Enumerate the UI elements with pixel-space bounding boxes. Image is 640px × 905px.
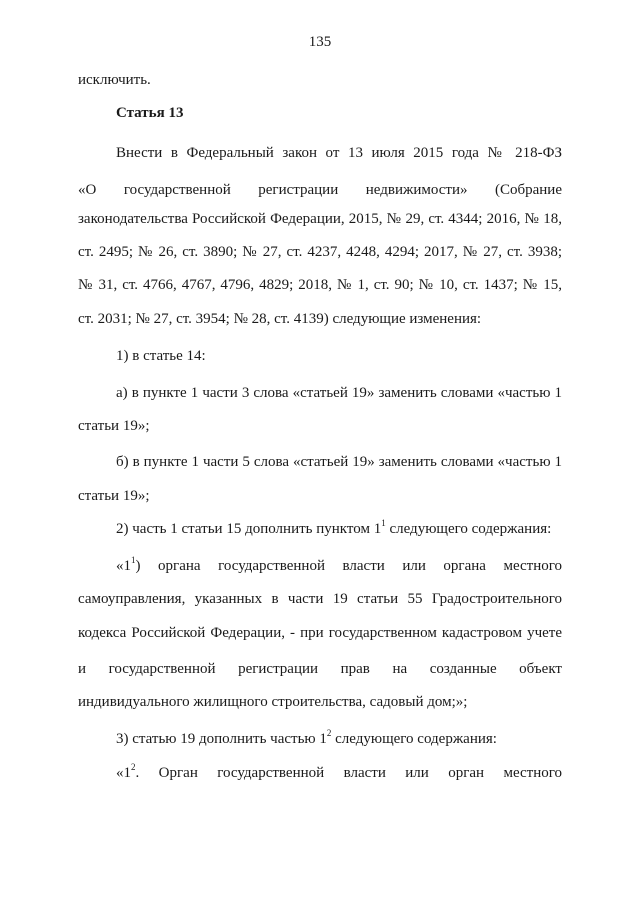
item-text: 3) статью 19 дополнить частью 1 — [116, 731, 327, 747]
list-item: б) в пункте 1 части 5 слова «статьей 19» заменить словами «частью 1 — [116, 454, 562, 470]
quote-open: «1 — [116, 558, 131, 574]
item-text: следующего содержания: — [331, 731, 497, 747]
list-item — [116, 729, 562, 749]
quote-text: Орган государственной власти или орган местного — [158, 765, 563, 781]
quote-line: самоуправления, указанных в части 19 статьи 55 Градостроительного — [78, 591, 562, 607]
paragraph-line: ст. 2495; № 26, ст. 3890; № 27, ст. 4237, 4248, 4294; 2017, № 27, ст. 3938; — [78, 244, 562, 260]
list-item-continuation: статьи 19»; — [78, 488, 150, 504]
paragraph-line: Внести в Федеральный закон от 13 июля 2015 года № 218-ФЗ — [116, 145, 562, 161]
list-item: а) в пункте 1 части 3 слова «статьей 19» заменить словами «частью 1 — [116, 385, 562, 401]
quote-open: «1 — [116, 765, 131, 781]
quote-line: кодекса Российской Федерации, - при государственном кадастровом учете — [78, 625, 562, 641]
quote-line — [116, 763, 562, 783]
list-item-continuation: статьи 19»; — [78, 418, 150, 434]
list-item: 1) в статье 14: — [116, 348, 206, 364]
quote-line: индивидуального жилищного строительства, садовый дом;»; — [78, 694, 468, 710]
superscript: 2 — [131, 762, 136, 772]
superscript: 1 — [381, 518, 386, 528]
quote-text: органа государственной власти или органа местного — [158, 558, 563, 574]
item-text: следующего содержания: — [385, 521, 552, 537]
quote-open-close: . — [135, 765, 140, 781]
paragraph-line: законодательства Российской Федерации, 2015, № 29, ст. 4344; 2016, № 18, — [78, 211, 562, 227]
item-text: 2) часть 1 статьи 15 дополнить пунктом 1 — [116, 521, 382, 537]
paragraph-line: ст. 2031; № 27, ст. 3954; № 28, ст. 4139) следующие изменения: — [78, 311, 482, 327]
quote-line: и государственной регистрации прав на созданные объект — [78, 661, 562, 677]
list-item — [116, 519, 562, 539]
article-heading: Статья 13 — [116, 105, 184, 121]
quote-open-close: ) — [135, 558, 141, 574]
page-number: 135 — [308, 34, 332, 50]
superscript: 2 — [326, 728, 332, 738]
previous-paragraph-tail: исключить. — [78, 72, 151, 88]
paragraph-line: «О государственной регистрации недвижимости» (Собрание — [78, 182, 562, 198]
quote-line — [116, 556, 562, 576]
superscript: 1 — [131, 555, 136, 565]
paragraph-line: № 31, ст. 4766, 4767, 4796, 4829; 2018, № 1, ст. 90; № 10, ст. 1437; № 15, — [78, 277, 562, 293]
